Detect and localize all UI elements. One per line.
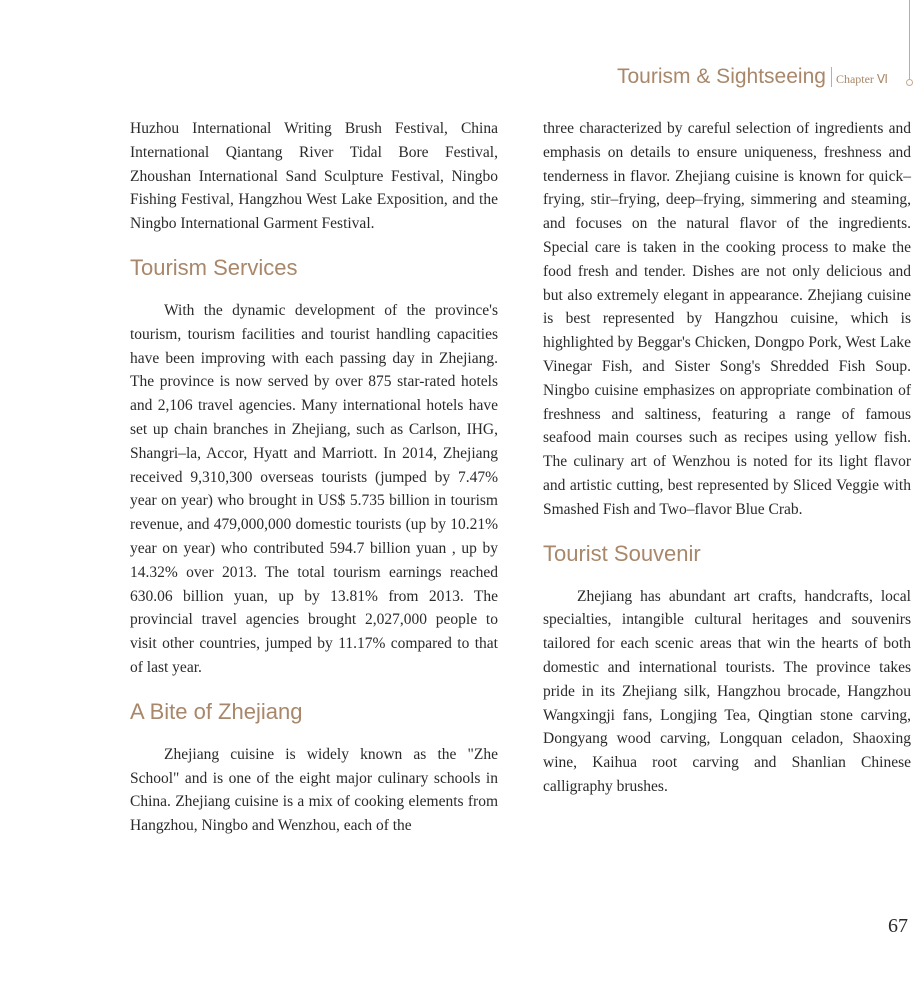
tourist-souvenir-paragraph: Zhejiang has abundant art crafts, handcrafts, local specialties, intangible cultural heritages and souvenirs tailored for each scenic areas that win the hearts of both domestic and international tourists. The province takes pride in its Zhejiang silk, Hangzhou brocade, Hangzhou Wangxingji fans, Longjing Tea, Qingtian stone carving, Dongyang wood carving, Longquan celadon, Shaoxing wine, Kaihua root carving and Shanlian Chinese calligraphy brushes.	[543, 587, 911, 795]
header-divider	[831, 67, 832, 87]
running-title: Tourism & Sightseeing	[617, 65, 826, 88]
section-heading-tourist-souvenir: Tourist Souvenir	[543, 540, 701, 566]
tourism-services-paragraph: With the dynamic development of the province's tourism, tourism facilities and tourist handling capacities have been improving with each passing day in Zhejiang. The province is now served by over 875 star-rated hotels and 2,106 travel agencies. Many international hotels have set up chain branches in Zhejiang, such as Carlson, IHG, Shangri–la, Accor, Hyatt and Marriott. In 2014, Zhejiang received 9,310,300 overseas tourists (jumped by 7.47% year on year) who brought in US$ 5.735 billion in tourism revenue, and 479,000,000 domestic tourists (up by 10.21% year on year) who contributed 594.7 billion yuan , up by 14.32% over 2013. The total tourism earnings reached 630.06 billion yuan, up by 13.81% from 2013. The provincial travel agencies brought 2,027,000 people to visit other countries, jumped by 11.17% compared to that of last year.	[130, 301, 498, 676]
section-heading-tourism-services: Tourism Services	[130, 254, 298, 280]
left-column	[130, 117, 498, 838]
bite-of-zhejiang-paragraph: Zhejiang cuisine is widely known as the "Zhe School" and is one of the eight major culinary schools in China. Zhejiang cuisine is a mix of cooking elements from Hangzhou, Ningbo and Wenzhou, each of the	[130, 745, 498, 835]
right-column	[543, 117, 911, 799]
intro-paragraph: Huzhou International Writing Brush Festival, China International Qiantang River Tidal Bore Festival, Zhoushan International Sand Sculpture Festival, Ningbo Fishing Festival, Hangzhou West Lake Exposition, and the Ningbo International Garment Festival.	[130, 120, 498, 233]
page-edge-rule	[909, 0, 910, 80]
page-edge-ornament	[906, 79, 913, 86]
page-number: 67	[888, 915, 908, 937]
section-heading-bite-of-zhejiang: A Bite of Zhejiang	[130, 698, 303, 724]
running-header	[617, 62, 888, 92]
cuisine-continuation-paragraph: three characterized by careful selection of ingredients and emphasis on details to ensure uniqueness, freshness and tenderness in flavor. Zhejiang cuisine is known for quick–frying, stir–frying, deep–frying, simmering and steaming, and focuses on the natural flavor of the ingredients. Special care is taken in the cooking process to make the food fresh and tender. Dishes are not only delicious and but also extremely elegant in appearance. Zhejiang cuisine is best represented by Hangzhou cuisine, which is highlighted by Beggar's Chicken, Dongpo Pork, West Lake Vinegar Fish, and Sister Song's Shredded Fish Soup. Ningbo cuisine emphasizes on appropriate combination of freshness and saltiness, featuring a range of famous seafood main courses such as recipes using yellow fish. The culinary art of Wenzhou is noted for its light flavor and artistic cutting, best represented by Sliced Veggie with Smashed Fish and Two–flavor Blue Crab.	[543, 120, 911, 518]
chapter-label: Chapter Ⅵ	[835, 71, 888, 86]
